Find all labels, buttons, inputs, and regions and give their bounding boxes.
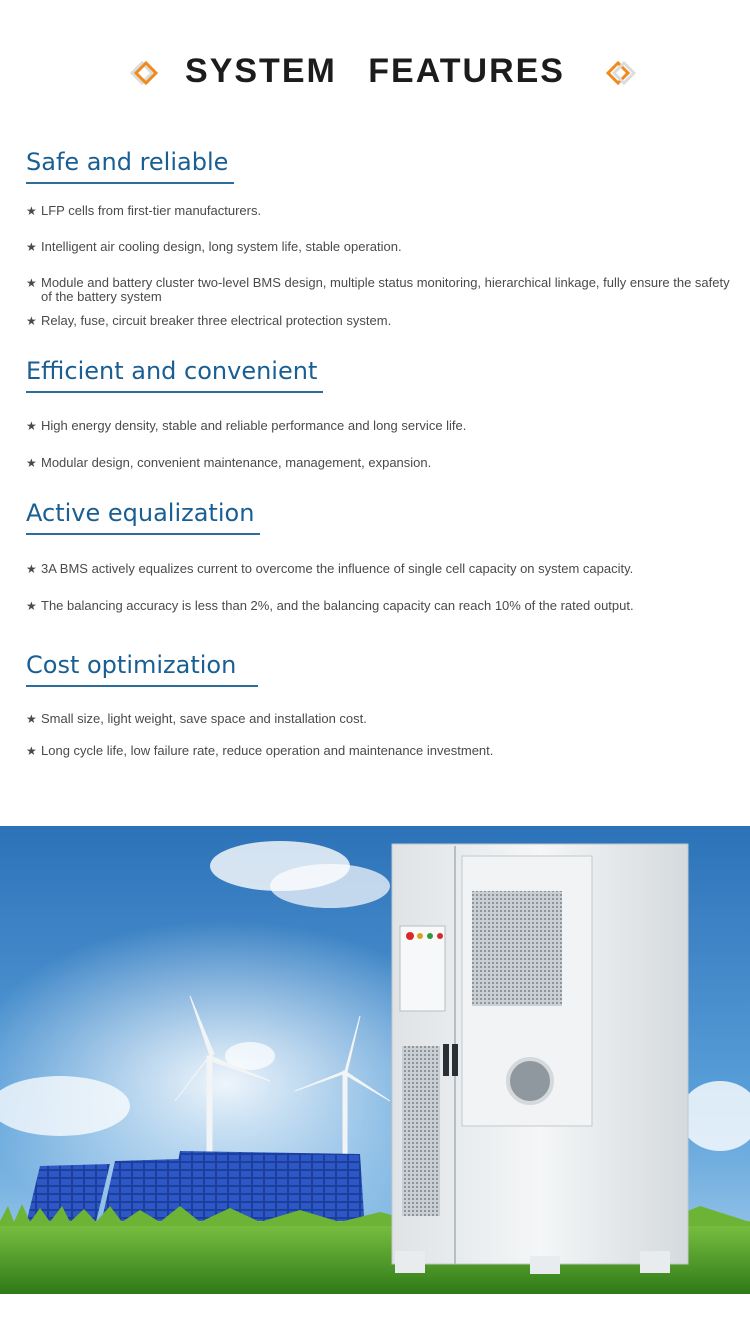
star-icon: ★	[26, 599, 37, 613]
bullet-list	[26, 562, 736, 613]
product-photo	[0, 826, 750, 1294]
list-item: ★ Long cycle life, low failure rate, reduce operation and maintenance investment.	[26, 743, 494, 758]
diamond-icon	[600, 58, 644, 88]
star-icon: ★	[26, 314, 37, 328]
section-efficient-convenient	[26, 357, 736, 470]
star-icon: ★	[26, 204, 37, 218]
star-icon: ★	[26, 419, 37, 433]
star-icon: ★	[26, 240, 37, 254]
list-item: ★ Small size, light weight, save space and installation cost.	[26, 711, 367, 726]
star-icon: ★	[26, 712, 37, 726]
bullet-list	[26, 419, 736, 470]
list-item: ★ Relay, fuse, circuit breaker three electrical protection system.	[26, 313, 392, 328]
page-header	[0, 40, 750, 110]
star-icon: ★	[26, 456, 37, 470]
list-item: ★ LFP cells from first-tier manufacturers.	[26, 203, 262, 218]
section-title: Safe and reliable	[26, 148, 234, 184]
list-item: ★ Intelligent air cooling design, long system life, stable operation.	[26, 239, 402, 254]
section-title: Active equalization	[26, 499, 260, 535]
bullet-list	[26, 204, 736, 328]
list-item: ★ Modular design, convenient maintenance, management, expansion.	[26, 455, 432, 470]
list-item: ★ The balancing accuracy is less than 2%, and the balancing capacity can reach 10% of the rated output.	[26, 598, 634, 613]
section-title: Cost optimization	[26, 651, 258, 687]
list-item: ★ Module and battery cluster two-level BMS design, multiple status monitoring, hierarchical linkage, fully ensure the safety of the battery system	[26, 275, 730, 304]
section-cost-optimization	[26, 651, 736, 758]
section-active-equalization	[26, 499, 736, 613]
list-item: ★ 3A BMS actively equalizes current to overcome the influence of single cell capacity on system capacity.	[26, 561, 634, 576]
page-title: SYSTEM FEATURES	[185, 52, 565, 90]
bullet-list	[26, 712, 736, 758]
section-title: Efficient and convenient	[26, 357, 323, 393]
energy-storage-cabinet-scene	[0, 826, 750, 1294]
star-icon: ★	[26, 276, 37, 290]
star-icon: ★	[26, 744, 37, 758]
star-icon: ★	[26, 562, 37, 576]
section-safe-reliable	[26, 148, 736, 328]
list-item: ★ High energy density, stable and reliable performance and long service life.	[26, 418, 467, 433]
